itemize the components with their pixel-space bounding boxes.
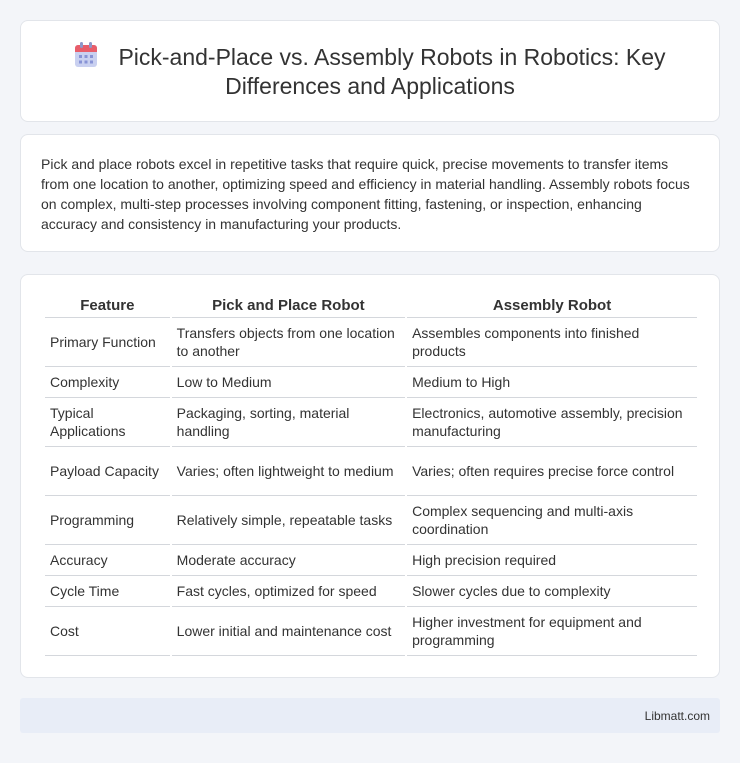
table-cell-assembly: Complex sequencing and multi-axis coordination <box>407 496 697 545</box>
table-cell-pick-and-place: Lower initial and maintenance cost <box>172 607 405 656</box>
page-title-text: Pick-and-Place vs. Assembly Robots in Robotics: Key Differences and Applications <box>118 43 666 99</box>
column-header-feature: Feature <box>45 296 170 318</box>
table-row <box>45 607 697 656</box>
table-cell-feature: Cycle Time <box>45 576 170 607</box>
table-cell-assembly: Assembles components into finished products <box>407 318 697 367</box>
table-row <box>45 367 697 398</box>
calendar-icon <box>74 42 98 68</box>
table-cell-pick-and-place: Fast cycles, optimized for speed <box>172 576 405 607</box>
title-card <box>20 20 720 122</box>
table-cell-pick-and-place: Low to Medium <box>172 367 405 398</box>
table-cell-feature: Cost <box>45 607 170 656</box>
comparison-table <box>43 296 699 656</box>
table-row <box>45 496 697 545</box>
table-cell-feature: Accuracy <box>45 545 170 576</box>
table-cell-assembly: Higher investment for equipment and programming <box>407 607 697 656</box>
table-cell-pick-and-place: Moderate accuracy <box>172 545 405 576</box>
intro-paragraph: Pick and place robots excel in repetitive tasks that require quick, precise movements to transfer items from one location to another, optimizing speed and efficiency in material handling. Assembly robots focus on complex, multi-step processes involving component fitting, fastening, or inspection, enhancing accuracy and consistency in manufacturing your products. <box>41 156 690 232</box>
table-cell-assembly: Electronics, automotive assembly, precision manufacturing <box>407 398 697 447</box>
footer-bar <box>20 698 720 733</box>
table-cell-feature: Complexity <box>45 367 170 398</box>
comparison-card <box>20 274 720 678</box>
table-cell-assembly: High precision required <box>407 545 697 576</box>
table-row <box>45 318 697 367</box>
table-cell-feature: Primary Function <box>45 318 170 367</box>
table-cell-pick-and-place: Transfers objects from one location to another <box>172 318 405 367</box>
table-cell-assembly: Medium to High <box>407 367 697 398</box>
table-row <box>45 576 697 607</box>
column-header-pick-and-place: Pick and Place Robot <box>172 296 405 318</box>
footer-brand-link[interactable]: Libmatt.com <box>644 708 710 723</box>
table-header-row <box>45 296 697 318</box>
table-cell-feature: Programming <box>45 496 170 545</box>
table-cell-pick-and-place: Varies; often lightweight to medium <box>172 447 405 496</box>
column-header-assembly: Assembly Robot <box>407 296 697 318</box>
table-row <box>45 398 697 447</box>
table-cell-feature: Typical Applications <box>45 398 170 447</box>
table-cell-pick-and-place: Relatively simple, repeatable tasks <box>172 496 405 545</box>
table-row <box>45 447 697 496</box>
table-cell-assembly: Slower cycles due to complexity <box>407 576 697 607</box>
page-title <box>51 42 689 101</box>
table-cell-assembly: Varies; often requires precise force control <box>407 447 697 496</box>
intro-card <box>20 134 720 252</box>
table-row <box>45 545 697 576</box>
table-cell-pick-and-place: Packaging, sorting, material handling <box>172 398 405 447</box>
table-cell-feature: Payload Capacity <box>45 447 170 496</box>
